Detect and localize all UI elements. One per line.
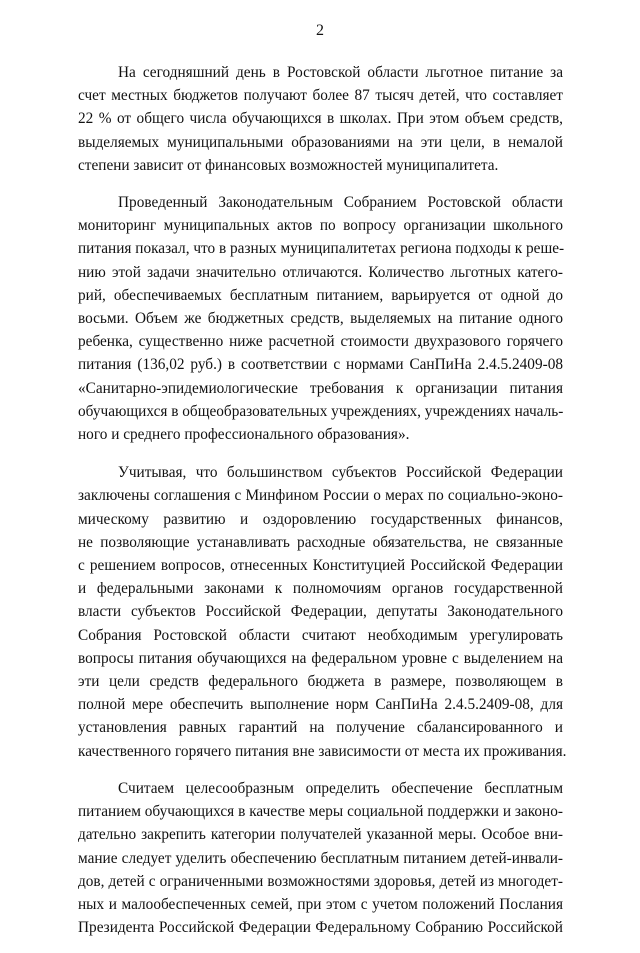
text-line: мание следует уделить обеспечению бесплатным питанием детей-инвали- [78,849,563,867]
text-line: эти цели средств федерального бюджета в размере, позволяющем в [78,673,563,691]
text-line: власти субъектов Российской Федерации, депутаты Законодательного [78,603,563,621]
paragraph-2 [78,191,563,446]
text-line: ребенка, существенно ниже расчетной стоимости двухразового горячего [78,333,563,351]
text-line: ных и малообеспеченных семей, при этом с учетом положений Послания [78,895,563,913]
text-line: На сегодняшний день в Ростовской области льготное питание за [118,64,563,81]
text-line: степени зависит от финансовых возможностей муниципалитета. [78,156,499,174]
text-line: вопросы питания обучающихся на федеральном уровне с выделением на [78,649,563,667]
text-line: обучающихся в общеобразовательных учреждениях, учреждениях началь- [78,402,564,420]
text-line: Собрания Ростовской области считают необходимым урегулировать [78,626,563,644]
paragraph-3 [78,461,567,763]
text-line: качественного горячего питания вне зависимости от места их проживания. [78,742,567,760]
text-line: мониторинг муниципальных актов по вопросу организации школьного [78,217,563,235]
text-line: Президента Российской Федерации Федеральному Собранию Российской [78,919,563,937]
text-line: выделяемых муниципальными образованиями на эти цели, в немалой [78,133,563,151]
text-line: полной мере обеспечить выполнение норм СанПиНа 2.4.5.2409-08, для [78,696,563,714]
text-line: Считаем целесообразным определить обеспечение бесплатным [118,779,563,797]
text-line: мическому развитию и оздоровлению государственных финансов, [78,510,563,528]
paragraph-4 [78,777,563,939]
text-line: рий, обеспечиваемых бесплатным питанием, варьируется от одной до [78,286,563,304]
text-line: заключены соглашения с Минфином России о мерах по социально-эконо- [78,487,563,505]
text-line: счет местных бюджетов получают более 87 тысяч детей, что составляет [78,87,563,105]
text-line: питанием обучающихся в качестве меры социальной поддержки и законо- [78,803,563,821]
text-line: питания (136,02 руб.) в соответствии с нормами СанПиНа 2.4.5.2409-08 [78,356,563,374]
text-line: Учитывая, что большинством субъектов Российской Федерации [118,464,563,482]
text-line: дательно закрепить категории получателей указанной меры. Особое вни- [78,826,563,844]
text-line: не позволяющие устанавливать расходные обязательства, не связанные [78,533,563,551]
text-line: установления равных гарантий на получение сбалансированного и [78,719,563,737]
paragraph-1 [78,61,563,177]
text-line: восьми. Объем же бюджетных средств, выделяемых на питание одного [78,310,563,328]
text-line: с решением вопросов, отнесенных Конституцией Российской Федерации [78,557,563,575]
text-line: нию этой задачи значительно отличаются. Количество льготных катего- [78,263,563,281]
text-line: и федеральными законами к полномочиям органов государственной [78,580,563,598]
text-line: Проведенный Законодательным Собранием Ростовской области [118,194,563,212]
text-line: дов, детей с ограниченными возможностями здоровья, детей из многодет- [78,872,563,890]
text-line: ного и среднего профессионального образования». [78,426,410,444]
document-body [78,61,567,953]
text-line: питания показал, что в разных муниципалитетах региона подходы к реше- [78,240,565,258]
page-number: 2 [316,22,324,39]
text-line: «Санитарно-эпидемиологические требования к организации питания [78,379,563,397]
text-line: 22 % от общего числа обучающихся в школах. При этом объем средств, [78,110,563,128]
